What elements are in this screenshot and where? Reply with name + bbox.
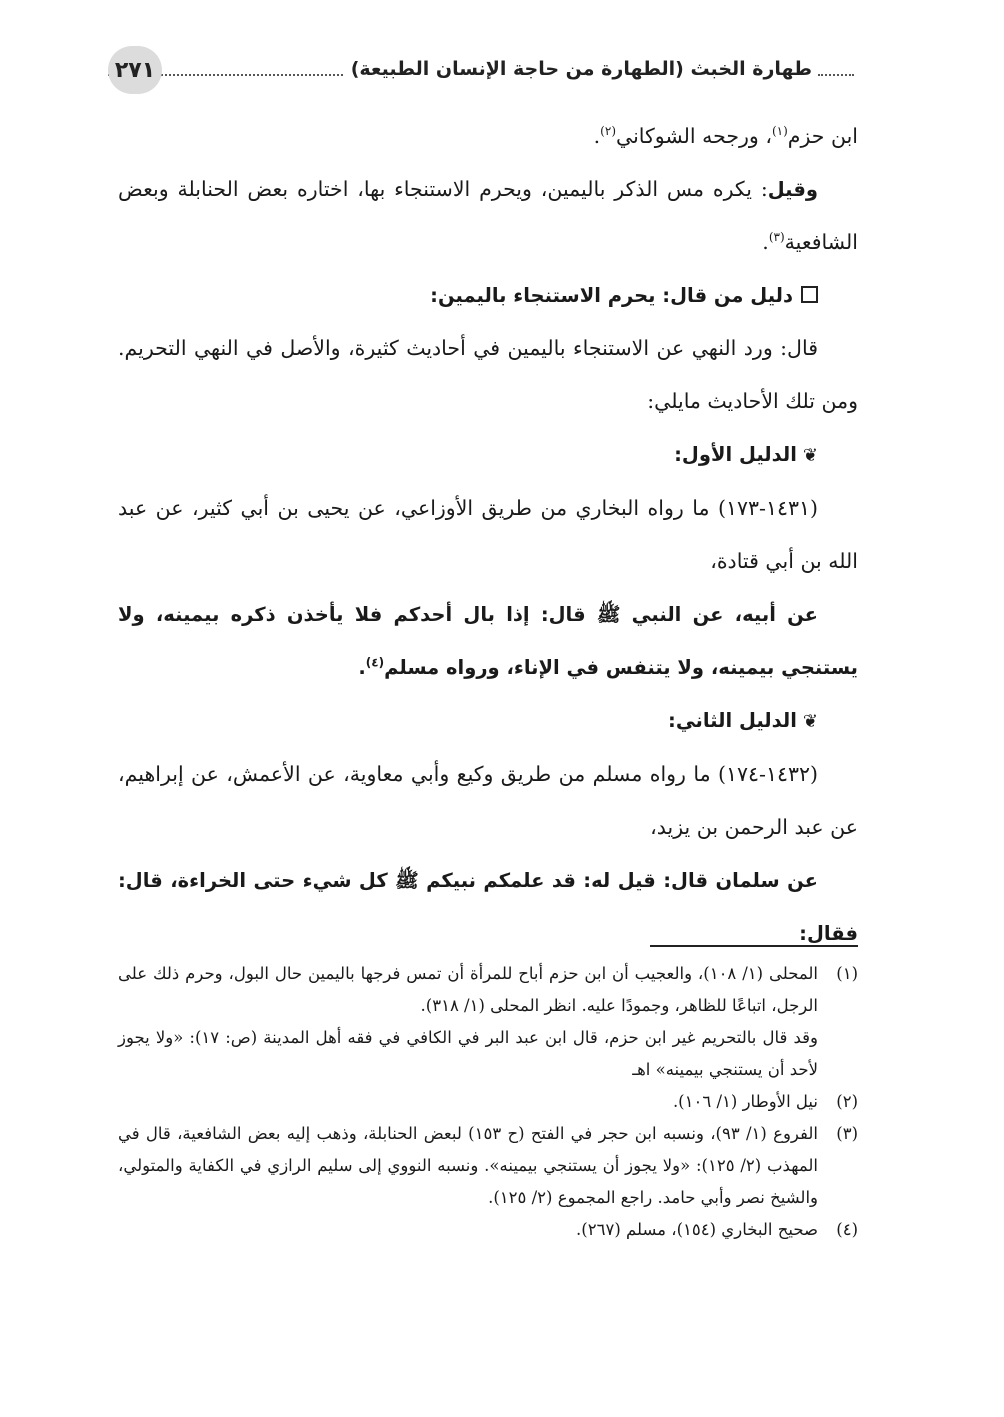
footnotes: [118, 958, 858, 1246]
running-header: [108, 44, 854, 94]
footnote-separator: [650, 945, 858, 947]
footnote-number: (٢): [836, 1092, 858, 1111]
footnote-ref-4: (٤): [365, 655, 385, 670]
section-heading-second: [118, 694, 858, 748]
heading3-text: الدليل الثاني:: [668, 709, 797, 732]
paragraph-6: [118, 748, 858, 854]
header-title: طهارة الخبث (الطهارة من حاجة الإنسان الطبيعة): [350, 58, 812, 80]
footnote-text: المحلى (١/ ١٠٨)، والعجيب أن ابن حزم أباح للمرأة أن تمس فرجها باليمين حال البول، وحرم ذلك على الرجل، اتباعًا للظاهر، وجمودًا عليه. انظر المحلى (١/ ٣١٨).: [118, 964, 818, 1015]
leaf-ornament-icon: ❦: [802, 711, 818, 732]
header-dots-right: [818, 74, 854, 76]
footnote-2: [118, 1086, 858, 1118]
page-number: ٢٧١: [108, 46, 162, 94]
square-bullet-icon: [801, 286, 818, 303]
p5-text: عن أبيه، عن النبي ﷺ قال: إذا بال أحدكم فلا يأخذن ذكره بيمينه، ولا يستنجي بيمينه، ولا يتنفس في الإناء، ورواه مسلم: [118, 603, 858, 679]
section-heading-first: [118, 428, 858, 482]
footnote-3: [118, 1118, 858, 1214]
footnote-number: (١): [836, 964, 858, 983]
p2-bold: وقيل: [767, 178, 818, 201]
p1-end: .: [593, 124, 601, 148]
paragraph-4: [118, 482, 858, 588]
footnote-number: (٤): [836, 1220, 858, 1239]
paragraph-3: [118, 322, 858, 428]
p5-end: .: [358, 656, 366, 679]
paragraph-1: [118, 110, 858, 163]
section-heading-evidence: [118, 269, 858, 322]
p6-text: (١٤٣٢-١٧٤) ما رواه مسلم من طريق وكيع وأبي معاوية، عن الأعمش، عن إبراهيم، عن عبد الرحمن بن يزيد،: [118, 762, 858, 839]
footnote-text: صحيح البخاري (١٥٤)، مسلم (٢٦٧).: [576, 1220, 818, 1239]
footnote-ref-1: (١): [771, 124, 788, 139]
p7-text: عن سلمان قال: قيل له: قد علمكم نبيكم ﷺ كل شيء حتى الخراءة، قال: فقال:: [118, 869, 858, 945]
p2-end: .: [762, 230, 769, 254]
paragraph-2: [118, 163, 858, 269]
leaf-ornament-icon: ❦: [802, 445, 818, 466]
footnote-ref-3: (٣): [768, 230, 785, 245]
footnote-ref-2: (٢): [600, 124, 616, 139]
p1-mid: ، ورجحه الشوكاني: [616, 124, 772, 148]
footnote-text: نيل الأوطار (١/ ١٠٦).: [672, 1092, 818, 1111]
p2-text: : يكره مس الذكر باليمين، ويحرم الاستنجاء بها، اختاره بعض الحنابلة وبعض الشافعية: [118, 177, 858, 254]
footnote-4: [118, 1214, 858, 1246]
paragraph-5-hadith: [118, 588, 858, 694]
p4-text: (١٤٣١-١٧٣) ما رواه البخاري من طريق الأوزاعي، عن يحيى بن أبي كثير، عن عبد الله بن أبي قتادة،: [118, 496, 858, 573]
footnote-text: الفروع (١/ ٩٣)، ونسبه ابن حجر في الفتح (ح ١٥٣) لبعض الحنابلة، وذهب إليه بعض الشافعية، قال في المهذب (٢/ ١٢٥): «ولا يجوز أن يستنجي بيمينه». ونسبه النووي إلى سليم الرازي في الكفاية والمتولي، والشيخ نصر وأبي حامد. راجع المجموع (٢/ ١٢٥).: [118, 1124, 818, 1207]
p3-text: قال: ورد النهي عن الاستنجاء باليمين في أحاديث كثيرة، والأصل في النهي التحريم. ومن تلك الأحاديث مايلي:: [118, 336, 858, 413]
footnote-1-continuation: وقد قال بالتحريم غير ابن حزم، قال ابن عبد البر في الكافي في فقه أهل المدينة (ص: ١٧): «ولا يجوز لأحد أن يستنجي بيمينه» اهـ: [118, 1028, 818, 1079]
heading1-text: دليل من قال: يحرم الاستنجاء باليمين:: [430, 284, 793, 307]
p1-text: ابن حزم: [787, 124, 858, 148]
main-text: [118, 110, 858, 960]
heading2-text: الدليل الأول:: [674, 443, 797, 466]
footnote-number: (٣): [836, 1124, 858, 1143]
footnote-1: [118, 958, 858, 1022]
